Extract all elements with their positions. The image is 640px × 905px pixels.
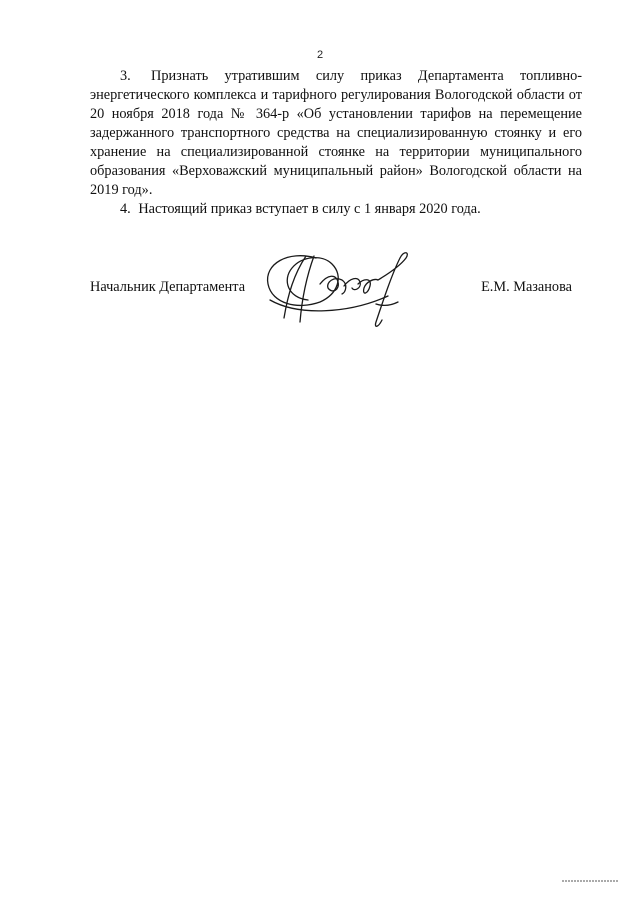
footer-rule: [562, 880, 618, 882]
paragraph-number: 3.: [120, 68, 131, 84]
document-body: [90, 67, 582, 219]
paragraph-text: Признать утратившим силу приказ Департамента топливно-энергетического комплекса и тарифного регулирования Вологодской области от 20 ноября 2018 года № 364-р «Об установлении тарифов на перемещение задержанного транспортного средства на специализированную стоянку и его хранение на специализированной стоянке на территории муниципального образования «Верховажский муниципальный район» Вологодской области на 2019 год».: [90, 68, 582, 198]
paragraph-4: [90, 200, 582, 219]
signatory-name: Е.М. Мазанова: [481, 279, 572, 295]
paragraph-3: [90, 67, 582, 200]
page-number: 2: [316, 49, 324, 61]
handwritten-signature: [258, 244, 428, 336]
paragraph-text: Настоящий приказ вступает в силу с 1 января 2020 года.: [138, 201, 481, 217]
paragraph-number: 4.: [120, 201, 131, 217]
signatory-position: Начальник Департамента: [90, 279, 246, 295]
